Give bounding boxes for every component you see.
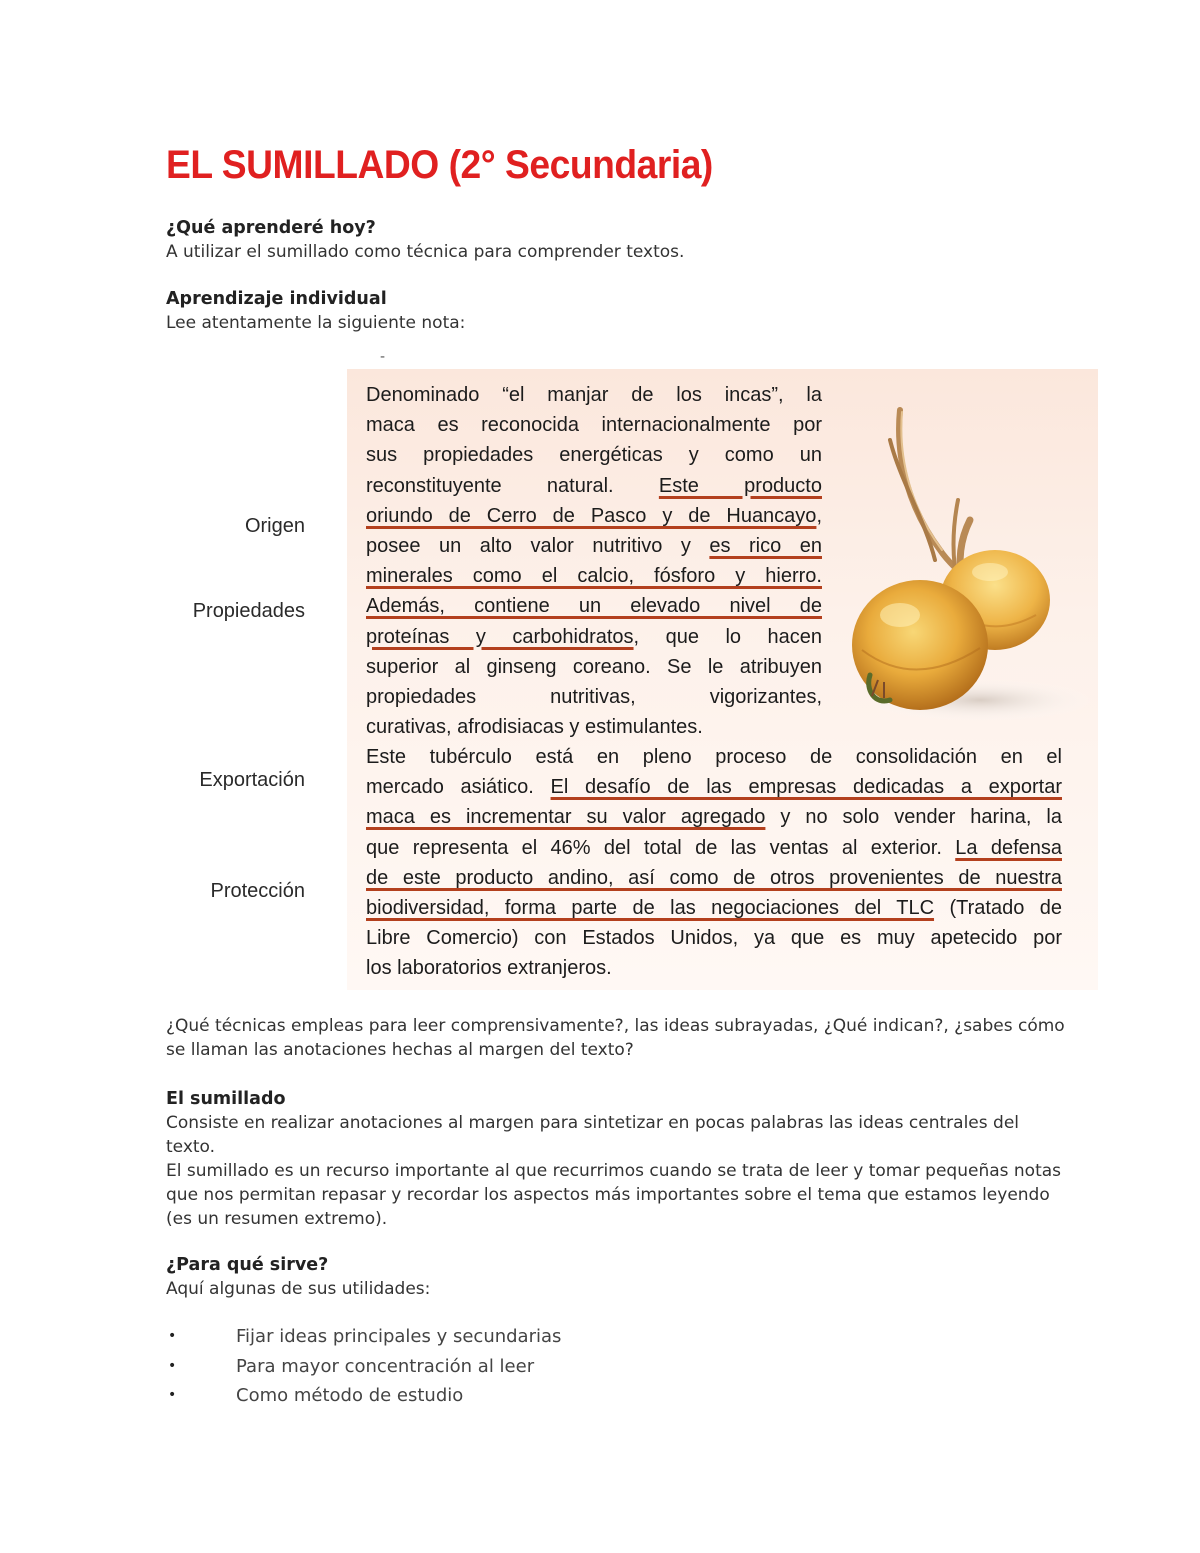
marker: - bbox=[380, 349, 386, 365]
bullet-icon: • bbox=[168, 1387, 177, 1403]
underlined-idea: La defensa bbox=[955, 836, 1062, 859]
article-text: , bbox=[816, 504, 822, 527]
underlined-idea: biodiversidad, forma parte de las negociaciones del TLC bbox=[366, 896, 935, 919]
maca-image bbox=[840, 400, 1090, 730]
article-line bbox=[366, 410, 822, 440]
underlined-idea: oriundo de Cerro de Pasco y de Huancayo bbox=[366, 504, 817, 527]
article-text: Libre Comercio) con Estados Unidos, ya que es muy apetecido por bbox=[366, 927, 1062, 950]
underlined-idea: maca es incrementar su valor agregado bbox=[366, 806, 766, 829]
article-line bbox=[366, 622, 822, 652]
sumillado-section bbox=[166, 1087, 1066, 1231]
questions-text: ¿Qué técnicas empleas para leer comprensivamente?, las ideas subrayadas, ¿Qué indican?, ¿sabes cómo se llaman las anotaciones hechas al margen del texto? bbox=[166, 1016, 1065, 1060]
article-line bbox=[366, 772, 1062, 802]
intro-question: ¿Qué aprenderé hoy? bbox=[166, 218, 376, 238]
article-paragraph-2 bbox=[366, 742, 1062, 984]
underlined-idea: es rico en bbox=[709, 534, 822, 557]
article-text: maca es reconocida internacionalmente por bbox=[366, 414, 822, 437]
article-line bbox=[366, 712, 822, 742]
list-item bbox=[166, 1352, 561, 1382]
article-text: curativas, afrodisiacas y estimulantes. bbox=[366, 716, 703, 739]
questions-section bbox=[166, 1014, 1066, 1062]
article-line bbox=[366, 440, 822, 470]
underlined-idea: minerales como el calcio, fósforo y hierro. bbox=[366, 565, 822, 588]
list-item bbox=[166, 1322, 561, 1352]
individual-section bbox=[166, 287, 1066, 335]
article-line bbox=[366, 863, 1062, 893]
list-item-text: Como método de estudio bbox=[236, 1385, 464, 1406]
article-text: Este tubérculo está en pleno proceso de consolidación en el bbox=[366, 746, 1062, 768]
article-text: (Tratado de bbox=[934, 896, 1063, 919]
page-title: EL SUMILLADO (2° Secundaria) bbox=[166, 143, 713, 187]
uses-list bbox=[166, 1322, 561, 1411]
margin-label-proteccion: Protección bbox=[210, 880, 305, 902]
article-line bbox=[366, 833, 1062, 863]
article-text: reconstituyente natural. bbox=[366, 474, 659, 497]
article-line bbox=[366, 802, 1062, 832]
uses-heading: ¿Para qué sirve? bbox=[166, 1255, 329, 1275]
article-line bbox=[366, 531, 822, 561]
article-text: Denominado “el manjar de los incas”, la bbox=[366, 384, 822, 406]
article-line bbox=[366, 471, 822, 501]
article-line bbox=[366, 742, 1062, 772]
article-paragraph-1 bbox=[366, 380, 822, 742]
uses-section bbox=[166, 1253, 1066, 1301]
article-line bbox=[366, 652, 822, 682]
bullet-icon: • bbox=[168, 1328, 177, 1344]
bullet-icon: • bbox=[168, 1357, 177, 1374]
sumillado-paragraph-2: El sumillado es un recurso importante al que recurrimos cuando se trata de leer y tomar pequeñas notas que nos permitan repasar y recordar los aspectos más importantes sobre el tema que estamos leyendo (es un resumen extremo). bbox=[166, 1161, 1062, 1229]
list-item-text: Para mayor concentración al leer bbox=[236, 1355, 535, 1377]
individual-text: Lee atentamente la siguiente nota: bbox=[166, 313, 466, 333]
intro-section bbox=[166, 216, 1066, 264]
article-line bbox=[366, 501, 822, 531]
underlined-idea: El desafío de las empresas dedicadas a exportar bbox=[550, 776, 1062, 799]
article-line bbox=[366, 380, 822, 410]
sumillado-heading: El sumillado bbox=[166, 1089, 286, 1109]
article-text: los laboratorios extranjeros. bbox=[366, 957, 612, 980]
article-text: y no solo vender harina, la bbox=[765, 806, 1062, 829]
sumillado-paragraph-1: Consiste en realizar anotaciones al margen para sintetizar en pocas palabras las ideas centrales del texto. bbox=[166, 1113, 1020, 1157]
uses-intro: Aquí algunas de sus utilidades: bbox=[166, 1279, 431, 1299]
article-text: sus propiedades energéticas y como un bbox=[366, 444, 822, 467]
underlined-idea: Este producto bbox=[658, 474, 822, 497]
underlined-idea: Además, contiene un elevado nivel de bbox=[366, 595, 822, 618]
article-line bbox=[366, 923, 1062, 953]
article-text: superior al ginseng coreano. Se le atribuyen bbox=[366, 655, 822, 678]
article-text: posee un alto valor nutritivo y bbox=[366, 534, 710, 557]
article-line bbox=[366, 561, 822, 591]
margin-label-propiedades: Propiedades bbox=[192, 600, 305, 622]
underlined-idea: proteínas y carbohidratos bbox=[366, 625, 634, 648]
article-text: mercado asiático. bbox=[366, 776, 551, 799]
article-text: , que lo hacen bbox=[633, 625, 822, 648]
article-line bbox=[366, 591, 822, 621]
individual-heading: Aprendizaje individual bbox=[166, 289, 387, 309]
intro-answer: A utilizar el sumillado como técnica para comprender textos. bbox=[166, 242, 685, 262]
article-line bbox=[366, 893, 1062, 923]
margin-label-exportacion: Exportación bbox=[199, 769, 305, 791]
article-line bbox=[366, 682, 822, 712]
list-item-text: Fijar ideas principales y secundarias bbox=[236, 1326, 562, 1347]
list-item bbox=[166, 1381, 561, 1411]
article-text: propiedades nutritivas, vigorizantes, bbox=[366, 685, 822, 708]
article-text: que representa el 46% del total de las ventas al exterior. bbox=[366, 836, 956, 859]
underlined-idea: de este producto andino, así como de otros provenientes de nuestra bbox=[366, 866, 1062, 889]
article-line bbox=[366, 953, 1062, 983]
margin-label-origen: Origen bbox=[244, 515, 305, 537]
